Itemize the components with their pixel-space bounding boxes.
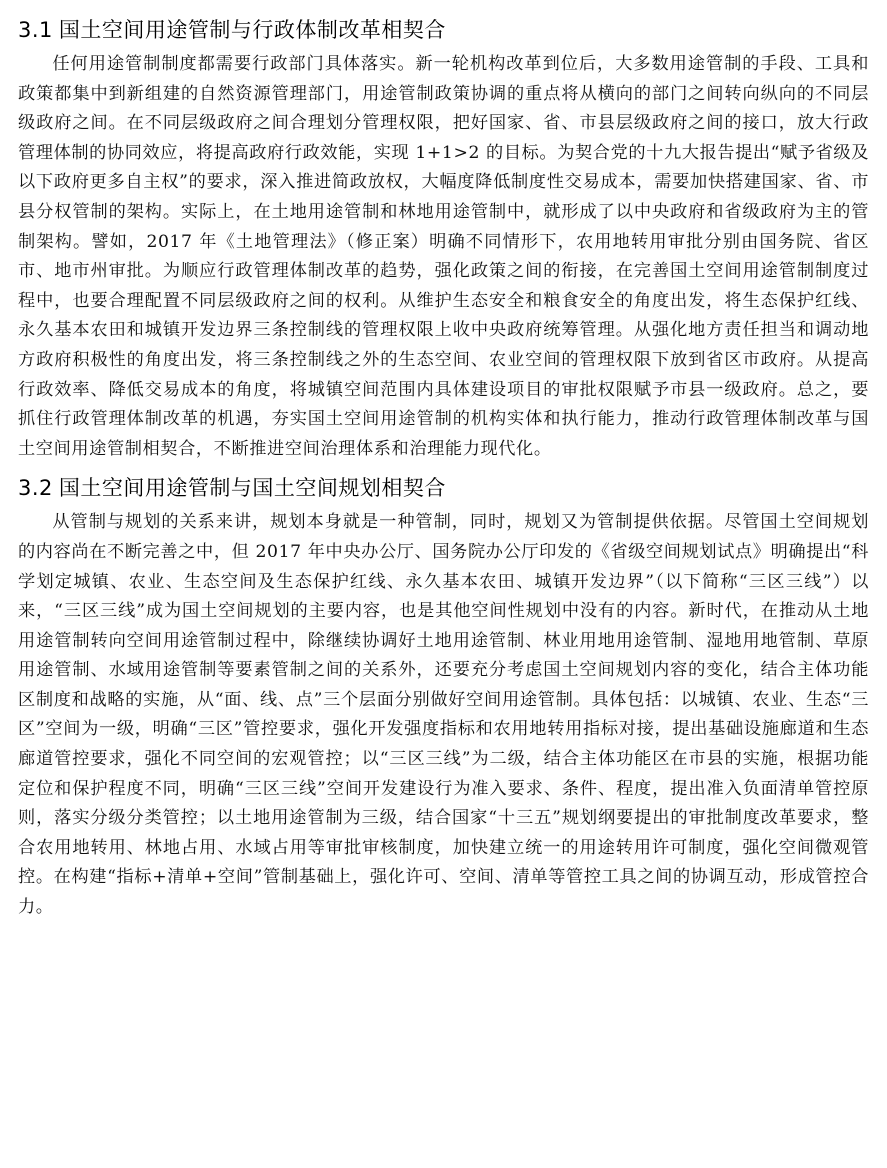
section-title: 国土空间用途管制与行政体制改革相契合 [58, 18, 446, 42]
section-3-1 [18, 14, 869, 464]
section-number: 3.2 [18, 476, 53, 501]
section-title: 国土空间用途管制与国土空间规划相契合 [58, 476, 446, 501]
section-heading [18, 472, 869, 504]
section-number: 3.1 [18, 18, 53, 42]
section-paragraph: 从管制与规划的关系来讲，规划本身就是一种管制，同时，规划又为管制提供依据。尽管国土空间规划的内容尚在不断完善之中，但 2017 年中央办公厅、国务院办公厅印发的《省级空间规划试点》明确提出“科学划定城镇、农业、生态空间及生态保护红线、永久基本农田、城镇开发边界”（以下简称“三区三线”）以来，“三区三线”成为国土空间规划的主要内容，也是其他空间性规划中没有的内容。新时代，在推动从土地用途管制转向空间用途管制过程中，除继续协调好土地用途管制、林业用地用途管制、湿地用地管制、草原用途管制、水域用途管制等要素管制之间的关系外，还要充分考虑国土空间规划内容的变化，结合主体功能区制度和战略的实施，从“面、线、点”三个层面分别做好空间用途管制。具体包括：以城镇、农业、生态“三区”空间为一级，明确“三区”管控要求，强化开发强度指标和农用地转用指标对接，提出基础设施廊道和生态廊道管控要求，强化不同空间的宏观管控；以“三区三线”为二级，结合主体功能区在市县的实施，根据功能定位和保护程度不同，明确“三区三线”空间开发建设行为准入要求、条件、程度，提出准入负面清单管控原则，落实分级分类管控；以土地用途管制为三级，结合国家“十三五”规划纲要提出的审批制度改革要求，整合农用地转用、林地占用、水域占用等审批审核制度，加快建立统一的用途转用许可制度，强化空间微观管控。在构建“指标+清单+空间”管制基础上，强化许可、空间、清单等管控工具之间的协调互动，形成管控合力。 [18, 512, 869, 918]
section-3-2 [18, 472, 869, 922]
section-paragraph: 任何用途管制制度都需要行政部门具体落实。新一轮机构改革到位后，大多数用途管制的手段、工具和政策都集中到新组建的自然资源管理部门，用途管制政策协调的重点将从横向的部门之间转向纵向的不同层级政府之间。在不同层级政府之间合理划分管理权限，把好国家、省、市县层级政府之间的接口，放大行政管理体制的协同效应，将提高政府行政效能，实现 1+1>2 的目标。为契合党的十九大报告提出“赋予省级及以下政府更多自主权”的要求，深入推进简政放权，大幅度降低制度性交易成本，需要加快搭建国家、省、市县分权管制的架构。实际上，在土地用途管制和林地用途管制中，就形成了以中央政府和省级政府为主的管制架构。譬如，2017 年《土地管理法》（修正案）明确不同情形下，农用地转用审批分别由国务院、省区市、地市州审批。为顺应行政管理体制改革的趋势，强化政策之间的衔接，在完善国土空间用途管制制度过程中，也要合理配置不同层级政府之间的权利。从维护生态安全和粮食安全的角度出发，将生态保护红线、永久基本农田和城镇开发边界三条控制线的管理权限上收中央政府统筹管理。从强化地方责任担当和调动地方政府积极性的角度出发，将三条控制线之外的生态空间、农业空间的管理权限下放到省区市政府。从提高行政效率、降低交易成本的角度，将城镇空间范围内具体建设项目的审批权限赋予市县一级政府。总之，要抓住行政管理体制改革的机遇，夯实国土空间用途管制的机构实体和执行能力，推动行政管理体制改革与国土空间用途管制相契合，不断推进空间治理体系和治理能力现代化。 [18, 54, 869, 459]
section-heading [18, 14, 869, 46]
